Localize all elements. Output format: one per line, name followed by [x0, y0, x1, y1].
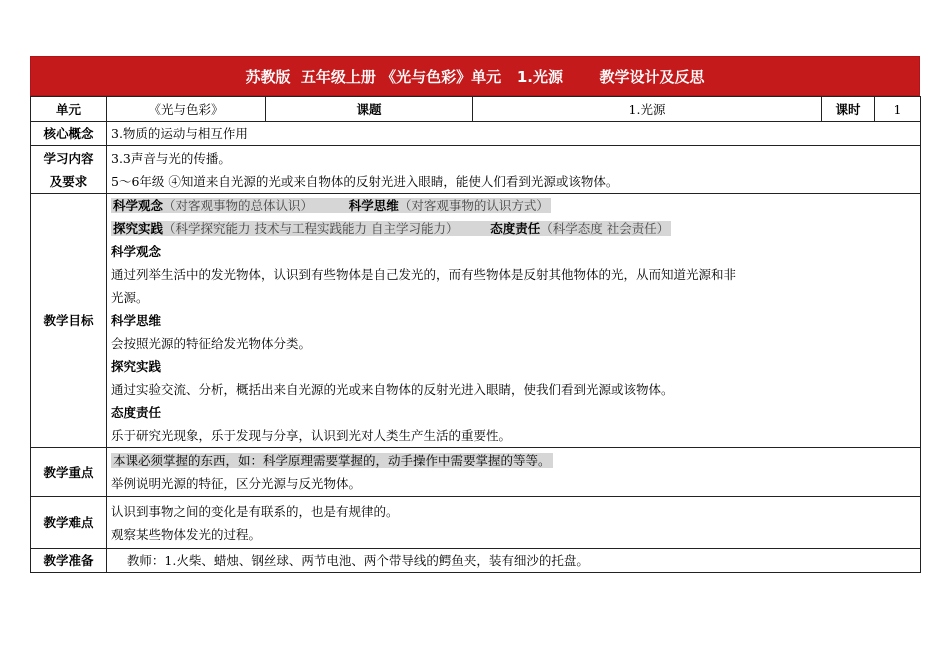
- unit-label: 单元: [31, 97, 107, 122]
- objective-text-3: 通过实验交流、分析，概括出来自光源的光或来自物体的反射光进入眼睛，使我们看到光源或该物体。: [111, 382, 674, 397]
- objective-heading-3: 探究实践: [111, 359, 162, 374]
- difficulties-content: [107, 497, 921, 549]
- objective-text-1a: 通过列举生活中的发光物体，认识到有些物体是自己发光的，而有些物体是反射其他物体的光，从而知道光源和非: [111, 267, 737, 282]
- lesson-value: 1.光源: [473, 97, 822, 122]
- objective-heading-1: 科学观念: [111, 244, 162, 259]
- difficulties-row: [31, 497, 921, 549]
- objectives-content: [107, 194, 921, 448]
- literacy4-desc: （科学态度 社会责任）: [540, 221, 670, 236]
- objectives-row: [31, 194, 921, 448]
- key-points-label: 教学重点: [31, 448, 107, 497]
- lesson-label: 课题: [266, 97, 473, 122]
- preparation-value: 教师：1.火柴、蜡烛、钢丝球、两节电池、两个带导线的鳄鱼夹，装有细沙的托盘。: [107, 549, 921, 573]
- literacy2-title: 科学思维: [348, 198, 399, 213]
- requirements-line1: 3.3声音与光的传播。: [111, 150, 231, 166]
- requirements-line2: 5～6年级 ④知道来自光源的光或来自物体的反射光进入眼睛，能使人们看到光源或该物体。: [111, 173, 619, 189]
- literacy4-title: 态度责任: [490, 221, 541, 236]
- preparation-label: 教学准备: [31, 549, 107, 573]
- lesson-plan-table: [30, 96, 921, 573]
- literacy2-desc: （对客观事物的认识方式）: [398, 198, 549, 213]
- difficulties-line1: 认识到事物之间的变化是有联系的，也是有规律的。: [111, 503, 399, 519]
- objective-heading-2: 科学思维: [111, 313, 162, 328]
- header-row: [31, 97, 921, 122]
- literacy-tag-1: [111, 198, 551, 213]
- literacy3-desc: （科学探究能力 技术与工程实践能力 自主学习能力）: [163, 221, 459, 236]
- document-title-banner: 苏教版 五年级上册 《光与色彩》单元 1.光源 教学设计及反思: [30, 56, 920, 96]
- literacy-line2: [111, 217, 916, 240]
- unit-value: 《光与色彩》: [107, 97, 266, 122]
- objectives-label: 教学目标: [31, 194, 107, 448]
- preparation-row: [31, 549, 921, 573]
- objective-text-4: 乐于研究光现象，乐于发现与分享，认识到光对人类生产生活的重要性。: [111, 428, 512, 443]
- objective-text-2: 会按照光源的特征给发光物体分类。: [111, 336, 312, 351]
- key-points-content: [107, 448, 921, 497]
- key-points-row: [31, 448, 921, 497]
- literacy3-title: 探究实践: [113, 221, 164, 236]
- difficulties-label: 教学难点: [31, 497, 107, 549]
- core-concept-row: [31, 122, 921, 146]
- requirements-content: [107, 146, 921, 194]
- lesson-plan-sheet: [30, 56, 920, 573]
- requirements-label-line2: 及要求: [49, 173, 88, 189]
- core-concept-label: 核心概念: [31, 122, 107, 146]
- difficulties-line2: 观察某些物体发光的过程。: [111, 526, 262, 542]
- requirements-label: [31, 146, 107, 194]
- literacy-tag-2: [111, 221, 671, 236]
- key-points-hint: 本课必须掌握的东西，如：科学原理需要掌握的，动手操作中需要掌握的等等。: [113, 453, 551, 468]
- key-points-hint-line: [111, 449, 916, 472]
- objective-heading-4: 态度责任: [111, 405, 162, 420]
- literacy1-title: 科学观念: [113, 198, 164, 213]
- literacy-line1: [111, 194, 916, 217]
- period-value: 1: [875, 97, 921, 122]
- core-concept-value: 3.物质的运动与相互作用: [107, 122, 921, 146]
- key-points-value: 举例说明光源的特征，区分光源与反光物体。: [111, 476, 362, 491]
- period-label: 课时: [822, 97, 875, 122]
- requirements-label-line1: 学习内容: [43, 150, 94, 166]
- requirements-row: [31, 146, 921, 194]
- objective-text-1b: 光源。: [111, 290, 149, 305]
- literacy1-desc: （对客观事物的总体认识）: [163, 198, 314, 213]
